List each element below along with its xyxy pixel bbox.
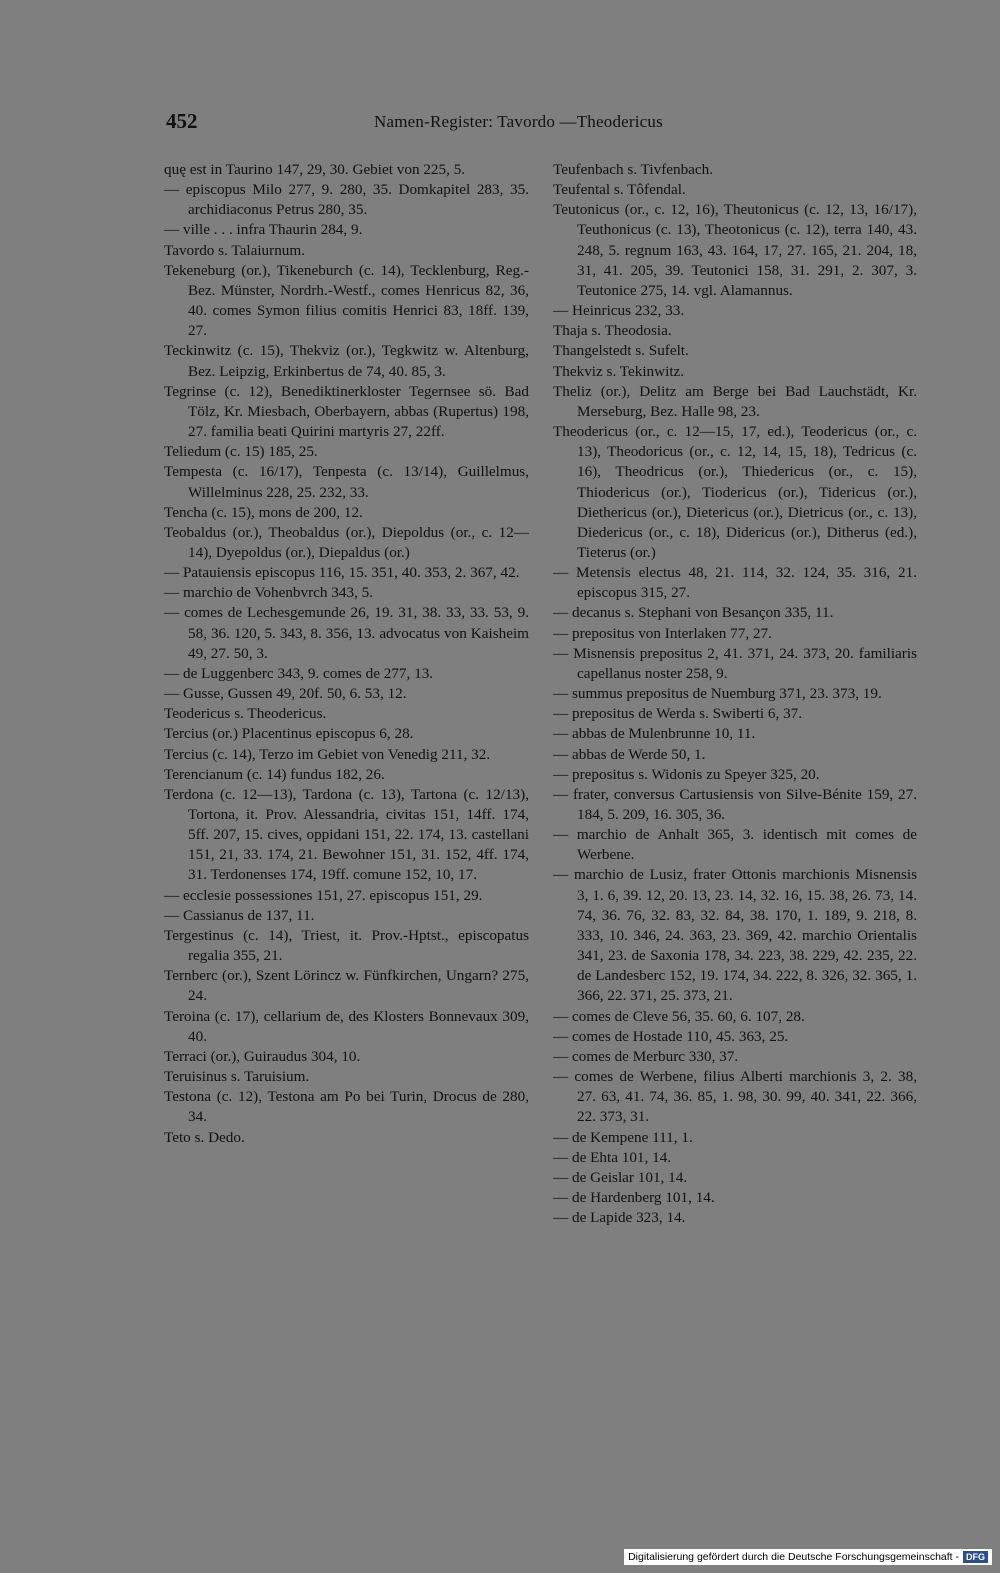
running-head: Namen-Register: Tavordo —Theodericus — [374, 112, 663, 131]
index-entry: — comes de Merburc 330, 37. — [553, 1047, 739, 1065]
page-number: 452 — [166, 109, 198, 133]
index-entry: — Cassianus de 137, 11. — [164, 906, 315, 924]
index-entry: — Misnensis prepositus 2, 41. 371, 24. 373, 20. familiaris capellanus noster 258, 9. — [553, 644, 917, 682]
index-entry: Teliedum (c. 15) 185, 25. — [164, 443, 318, 461]
index-entry: — de Ehta 101, 14. — [553, 1148, 672, 1166]
index-entry: — de Luggenberc 343, 9. comes de 277, 13. — [164, 664, 434, 682]
index-entry: Teto s. Dedo. — [164, 1128, 245, 1146]
index-entry: — prepositus von Interlaken 77, 27. — [553, 624, 772, 642]
index-entry: — decanus s. Stephani von Besançon 335, 11. — [553, 604, 834, 622]
index-entry: Teufental s. Tôfendal. — [553, 181, 686, 199]
left-column — [164, 160, 529, 1148]
index-entry: Thekviz s. Tekinwitz. — [553, 362, 685, 380]
index-entry: — summus prepositus de Nuemburg 371, 23. 373, 19. — [553, 685, 882, 703]
index-entry: — de Kempene 111, 1. — [553, 1128, 693, 1146]
index-entry: Thaja s. Theodosia. — [553, 322, 672, 340]
index-entry: — abbas de Mulenbrunne 10, 11. — [553, 725, 756, 743]
footer-text: Digitalisierung gefördert durch die Deutsche Forschungsgemeinschaft - — [628, 1551, 959, 1563]
index-entry: Teobaldus (or.), Theobaldus (or.), Diepoldus (or., c. 12—14), Dyepoldus (or.), Diepaldus (or.) — [164, 523, 529, 561]
index-entry: Tempesta (c. 16/17), Tenpesta (c. 13/14), Guillelmus, Willelminus 228, 25. 232, 33. — [164, 463, 529, 501]
index-entry: Tegrinse (c. 12), Benediktinerkloster Tegernsee sö. Bad Tölz, Kr. Miesbach, Oberbayern, abbas (Rupertus) 198, 27. familia beati Quirini martyris 27, 22ff. — [164, 382, 529, 441]
index-entry: — Patauiensis episcopus 116, 15. 351, 40. 353, 2. 367, 42. — [164, 564, 520, 582]
index-entry: — marchio de Anhalt 365, 3. identisch mit comes de Werbene. — [553, 826, 917, 864]
index-entry: — de Geislar 101, 14. — [553, 1168, 688, 1186]
index-entry: Tergestinus (c. 14), Triest, it. Prov.-Hptst., episcopatus regalia 355, 21. — [164, 926, 529, 965]
index-entry: Teodericus s. Theodericus. — [164, 705, 327, 723]
index-entry: — marchio de Vohenbvrch 343, 5. — [164, 584, 374, 602]
index-entry: Testona (c. 12), Testona am Po bei Turin, Drocus de 280, 34. — [164, 1088, 529, 1126]
index-entry: Teruisinus s. Taruisium. — [164, 1068, 310, 1086]
index-entry: Theliz (or.), Delitz am Berge bei Bad Lauchstädt, Kr. Merseburg, Bez. Halle 98, 23. — [553, 382, 917, 420]
index-entry: — prepositus s. Widonis zu Speyer 325, 20. — [553, 765, 820, 783]
index-entry: — de Lapide 323, 14. — [553, 1209, 686, 1227]
index-entry: Theodericus (or., c. 12—15, 17, ed.), Teodericus (or., c. 13), Theodoricus (or., c. 12, 14, 15, 18), Tedricus (c. 16), Theodricus (or.), Thiedericus (or., c. 15), Thiodericus (or.), Tiodericus (or.), Tidericus (or.), Diethericus (or.), Dietericus (or.), Dietricus (or., c. 13), Diedericus (or., c. 18), Didericus (or.), Ditherus (ed.), Tieterus (or.) — [553, 423, 917, 561]
index-entry: — frater, conversus Cartusiensis von Silve-Bénite 159, 27. 184, 5. 209, 16. 305, 36. — [553, 785, 917, 823]
index-entry: — Metensis electus 48, 21. 114, 32. 124, 35. 316, 21. episcopus 315, 27. — [553, 564, 917, 602]
index-entry: Ternberc (or.), Szent Lörincz w. Fünfkirchen, Ungarn? 275, 24. — [164, 967, 529, 1005]
index-entry: — marchio de Lusiz, frater Ottonis marchionis Misnensis 3, 1. 6, 39. 12, 20. 13, 23. 14, 32. 16, 15. 38, 26. 73, 14. 74, 36. 76, 32. 83, 32. 84, 38. 170, 1. 189, 9. 218, 8. 333, 10. 346, 24. 363, 23. 369, 42. marchio Orientalis 341, 23. de Saxonia 178, 34. 223, 38. 229, 42. 235, 22. de Landesberc 152, 19. 174, 34. 222, 8. 326, 32. 365, 1. 366, 22. 371, 25. 373, 21. — [553, 866, 917, 1005]
index-entry: Terdona (c. 12—13), Tardona (c. 13), Tartona (c. 12/13), Tortona, it. Prov. Alessandria, civitas 151, 14ff. 174, 5ff. 207, 15. cives, oppidani 151, 22. 174, 13. castellani 151, 21, 33. 174, 21. Bewohner 151, 31. 152, 4ff. 174, 31. Terdonenses 174, 19ff. comune 152, 10, 17. — [164, 785, 529, 884]
index-entry: Thangelstedt s. Sufelt. — [553, 342, 689, 360]
index-entry: Teufenbach s. Tivfenbach. — [553, 161, 714, 178]
index-entry: — prepositus de Werda s. Swiberti 6, 37. — [553, 705, 803, 723]
index-entry: — de Hardenberg 101, 14. — [553, 1188, 715, 1206]
index-entry: Terencianum (c. 14) fundus 182, 26. — [164, 765, 385, 783]
footer-credit — [624, 1549, 992, 1565]
index-entry: — Heinricus 232, 33. — [553, 302, 685, 320]
index-entry: — ecclesie possessiones 151, 27. episcopus 151, 29. — [164, 886, 483, 904]
index-entry: Teroina (c. 17), cellarium de, des Klosters Bonnevaux 309, 40. — [164, 1007, 529, 1045]
index-entry: — comes de Cleve 56, 35. 60, 6. 107, 28. — [553, 1007, 805, 1025]
index-entry: quę est in Taurino 147, 29, 30. Gebiet von 225, 5. — [164, 161, 466, 178]
dfg-logo: DFG — [963, 1551, 988, 1563]
index-entry: — comes de Hostade 110, 45. 363, 25. — [553, 1027, 789, 1045]
index-entry: — episcopus Milo 277, 9. 280, 35. Domkapitel 283, 35. archidiaconus Petrus 280, 35. — [164, 181, 529, 219]
right-column — [553, 160, 917, 1228]
index-entry: — comes de Lechesgemunde 26, 19. 31, 38. 33, 33. 53, 9. 58, 36. 120, 5. 343, 8. 356, 13. advocatus von Kaisheim 49, 27. 50, 3. — [164, 604, 529, 662]
index-entry: — abbas de Werde 50, 1. — [553, 745, 706, 763]
index-entry: Tavordo s. Talaiurnum. — [164, 241, 306, 259]
index-entry: Tekeneburg (or.), Tikeneburch (c. 14), Tecklenburg, Reg.-Bez. Münster, Nordrh.-Westf., comes Henricus 82, 36, 40. comes Symon filius comitis Henrici 83, 18ff. 139, 27. — [164, 261, 529, 340]
index-entry: Terraci (or.), Guiraudus 304, 10. — [164, 1047, 361, 1065]
index-entry: Tercius (or.) Placentinus episcopus 6, 28. — [164, 725, 414, 743]
index-entry: Tencha (c. 15), mons de 200, 12. — [164, 503, 363, 521]
index-entry: Teckinwitz (c. 15), Thekviz (or.), Tegkwitz w. Altenburg, Bez. Leipzig, Erkinbertus de 74, 40. 85, 3. — [164, 342, 529, 380]
index-entry: — Gusse, Gussen 49, 20f. 50, 6. 53, 12. — [164, 685, 407, 703]
index-entry: — comes de Werbene, filius Alberti marchionis 3, 2. 38, 27. 63, 41. 74, 36. 85, 1. 98, 30. 99, 40. 341, 22. 366, 22. 373, 31. — [553, 1068, 917, 1126]
index-entry: Teutonicus (or., c. 12, 16), Theutonicus (c. 12, 13, 16/17), Teuthonicus (c. 13), Theotonicus (c. 12), terra 140, 43. 248, 5. regnum 163, 43. 164, 17, 27. 165, 21. 204, 18, 31, 41. 205, 39. Teutonici 158, 31. 291, 2. 307, 3. Teutonice 275, 14. vgl. Alamannus. — [553, 201, 917, 299]
index-entry: — ville . . . infra Thaurin 284, 9. — [164, 221, 363, 239]
index-entry: Tercius (c. 14), Terzo im Gebiet von Venedig 211, 32. — [164, 745, 491, 763]
